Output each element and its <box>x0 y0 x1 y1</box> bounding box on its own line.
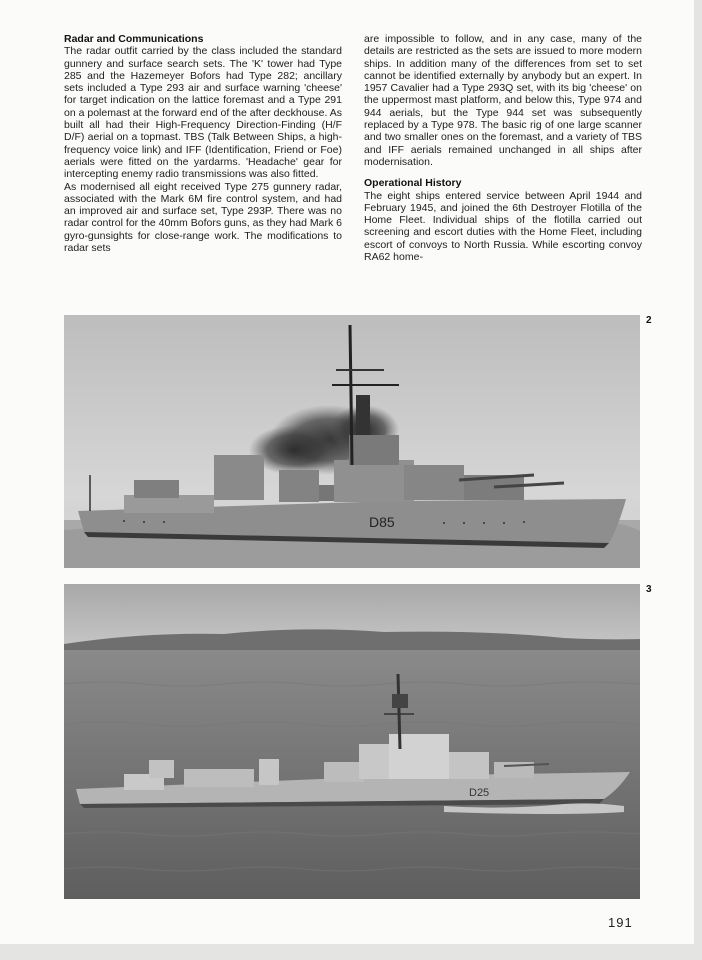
photo-destroyer-d85 <box>64 315 640 568</box>
paragraph-radar-1: The radar outfit carried by the class included the standard gunnery and surface search sets. The 'K' tower had Type 285 and the Hazemeyer Bofors had Type 282; ancillary sets included a Type 293 air and surface warning 'cheese' for target indication on the lattice foremast and a Type 291 on a polemast at the forward end of the after deckhouse. As built all had their High-Frequency Direction-Finding (H/F D/F) aerial on a topmast. TBS (Talk Between Ships, a high-frequency voice link) and IFF (Identification, Friend or Foe) aerials were fitted on the yardarms. 'Headache' gear for intercepting enemy radio transmissions was also fitted. <box>64 45 342 181</box>
paragraph-radar-continued: are impossible to follow, and in any case, many of the details are restricted as the sets are issued to more modern ships. In addition many of the differences from set to set cannot be identified externally by anybody but an expert. In 1957 Cavalier had a Type 293Q set, with its big 'cheese' on the uppermost mast platform, and below this, Type 974 and 944 aerials, but the Type 944 set was subsequently replaced by a Type 978. The basic rig of one large scanner and two smaller ones on the foremast, and a variety of TBS and IFF aerials remained unchanged in all ships after modernisation. <box>364 33 642 168</box>
hull-number-d85: D85 <box>369 514 395 530</box>
left-column <box>64 33 342 254</box>
photo-destroyer-d25 <box>64 584 640 899</box>
figure-number-2: 2 <box>646 315 652 326</box>
right-column <box>364 33 642 263</box>
hull-number-d25: D25 <box>469 787 490 799</box>
page-number: 191 <box>608 915 633 930</box>
section-heading-operational: Operational History <box>364 177 462 190</box>
figure-number-3: 3 <box>646 584 652 595</box>
paragraph-radar-2: As modernised all eight received Type 275 gunnery radar, associated with the Mark 6M fire control system, and had an improved air and surface set, Type 293P. There was no radar control for the 40mm Bofors guns, as they had Mark 6 gyro-gunsights for close-range work. The modifications to radar sets <box>64 180 342 255</box>
section-heading-radar: Radar and Communications <box>64 33 204 45</box>
paragraph-operational-history: The eight ships entered service between April 1944 and February 1945, and joined the 6th Destroyer Flotilla of the Home Fleet. Individual ships of the flotilla carried out screening and escort duties with the Home Fleet, including escort of convoys to North Russia. While escorting convoy RA62 home- <box>364 189 642 264</box>
